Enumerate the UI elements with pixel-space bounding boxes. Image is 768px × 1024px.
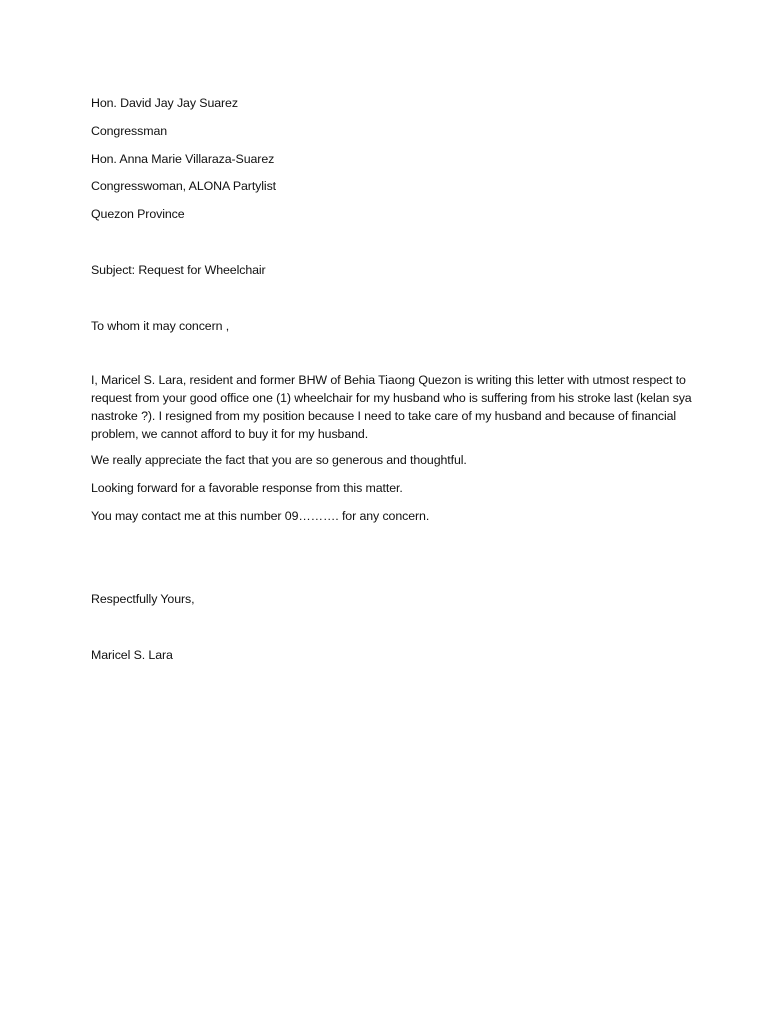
recipient-name-2: Hon. Anna Marie Villaraza-Suarez [91,152,275,166]
recipient-location: Quezon Province [91,207,185,221]
body-paragraph-3: Looking forward for a favorable response from this matter. [91,481,403,495]
body-paragraph-2: We really appreciate the fact that you are so generous and thoughtful. [91,453,467,467]
body-paragraph-4: You may contact me at this number 09………. for any concern. [91,509,430,523]
signature-name: Maricel S. Lara [91,648,173,662]
recipient-name-1: Hon. David Jay Jay Suarez [91,96,238,110]
recipient-title-1: Congressman [91,124,168,138]
body-paragraph-1: I, Maricel S. Lara, resident and former BHW of Behia Tiaong Quezon is writing this letter with utmost respect to request from your good office one (1) wheelchair for my husband who is suffering from his stroke last (kelan sya nastroke ?). I resigned from my position because I need to take care of my husband and because of financial problem, we cannot afford to buy it for my husband. [91,373,692,441]
salutation: To whom it may concern , [91,319,230,333]
subject-line: Subject: Request for Wheelchair [91,263,266,277]
recipient-title-2: Congresswoman, ALONA Partylist [91,179,277,193]
closing: Respectfully Yours, [91,592,195,606]
